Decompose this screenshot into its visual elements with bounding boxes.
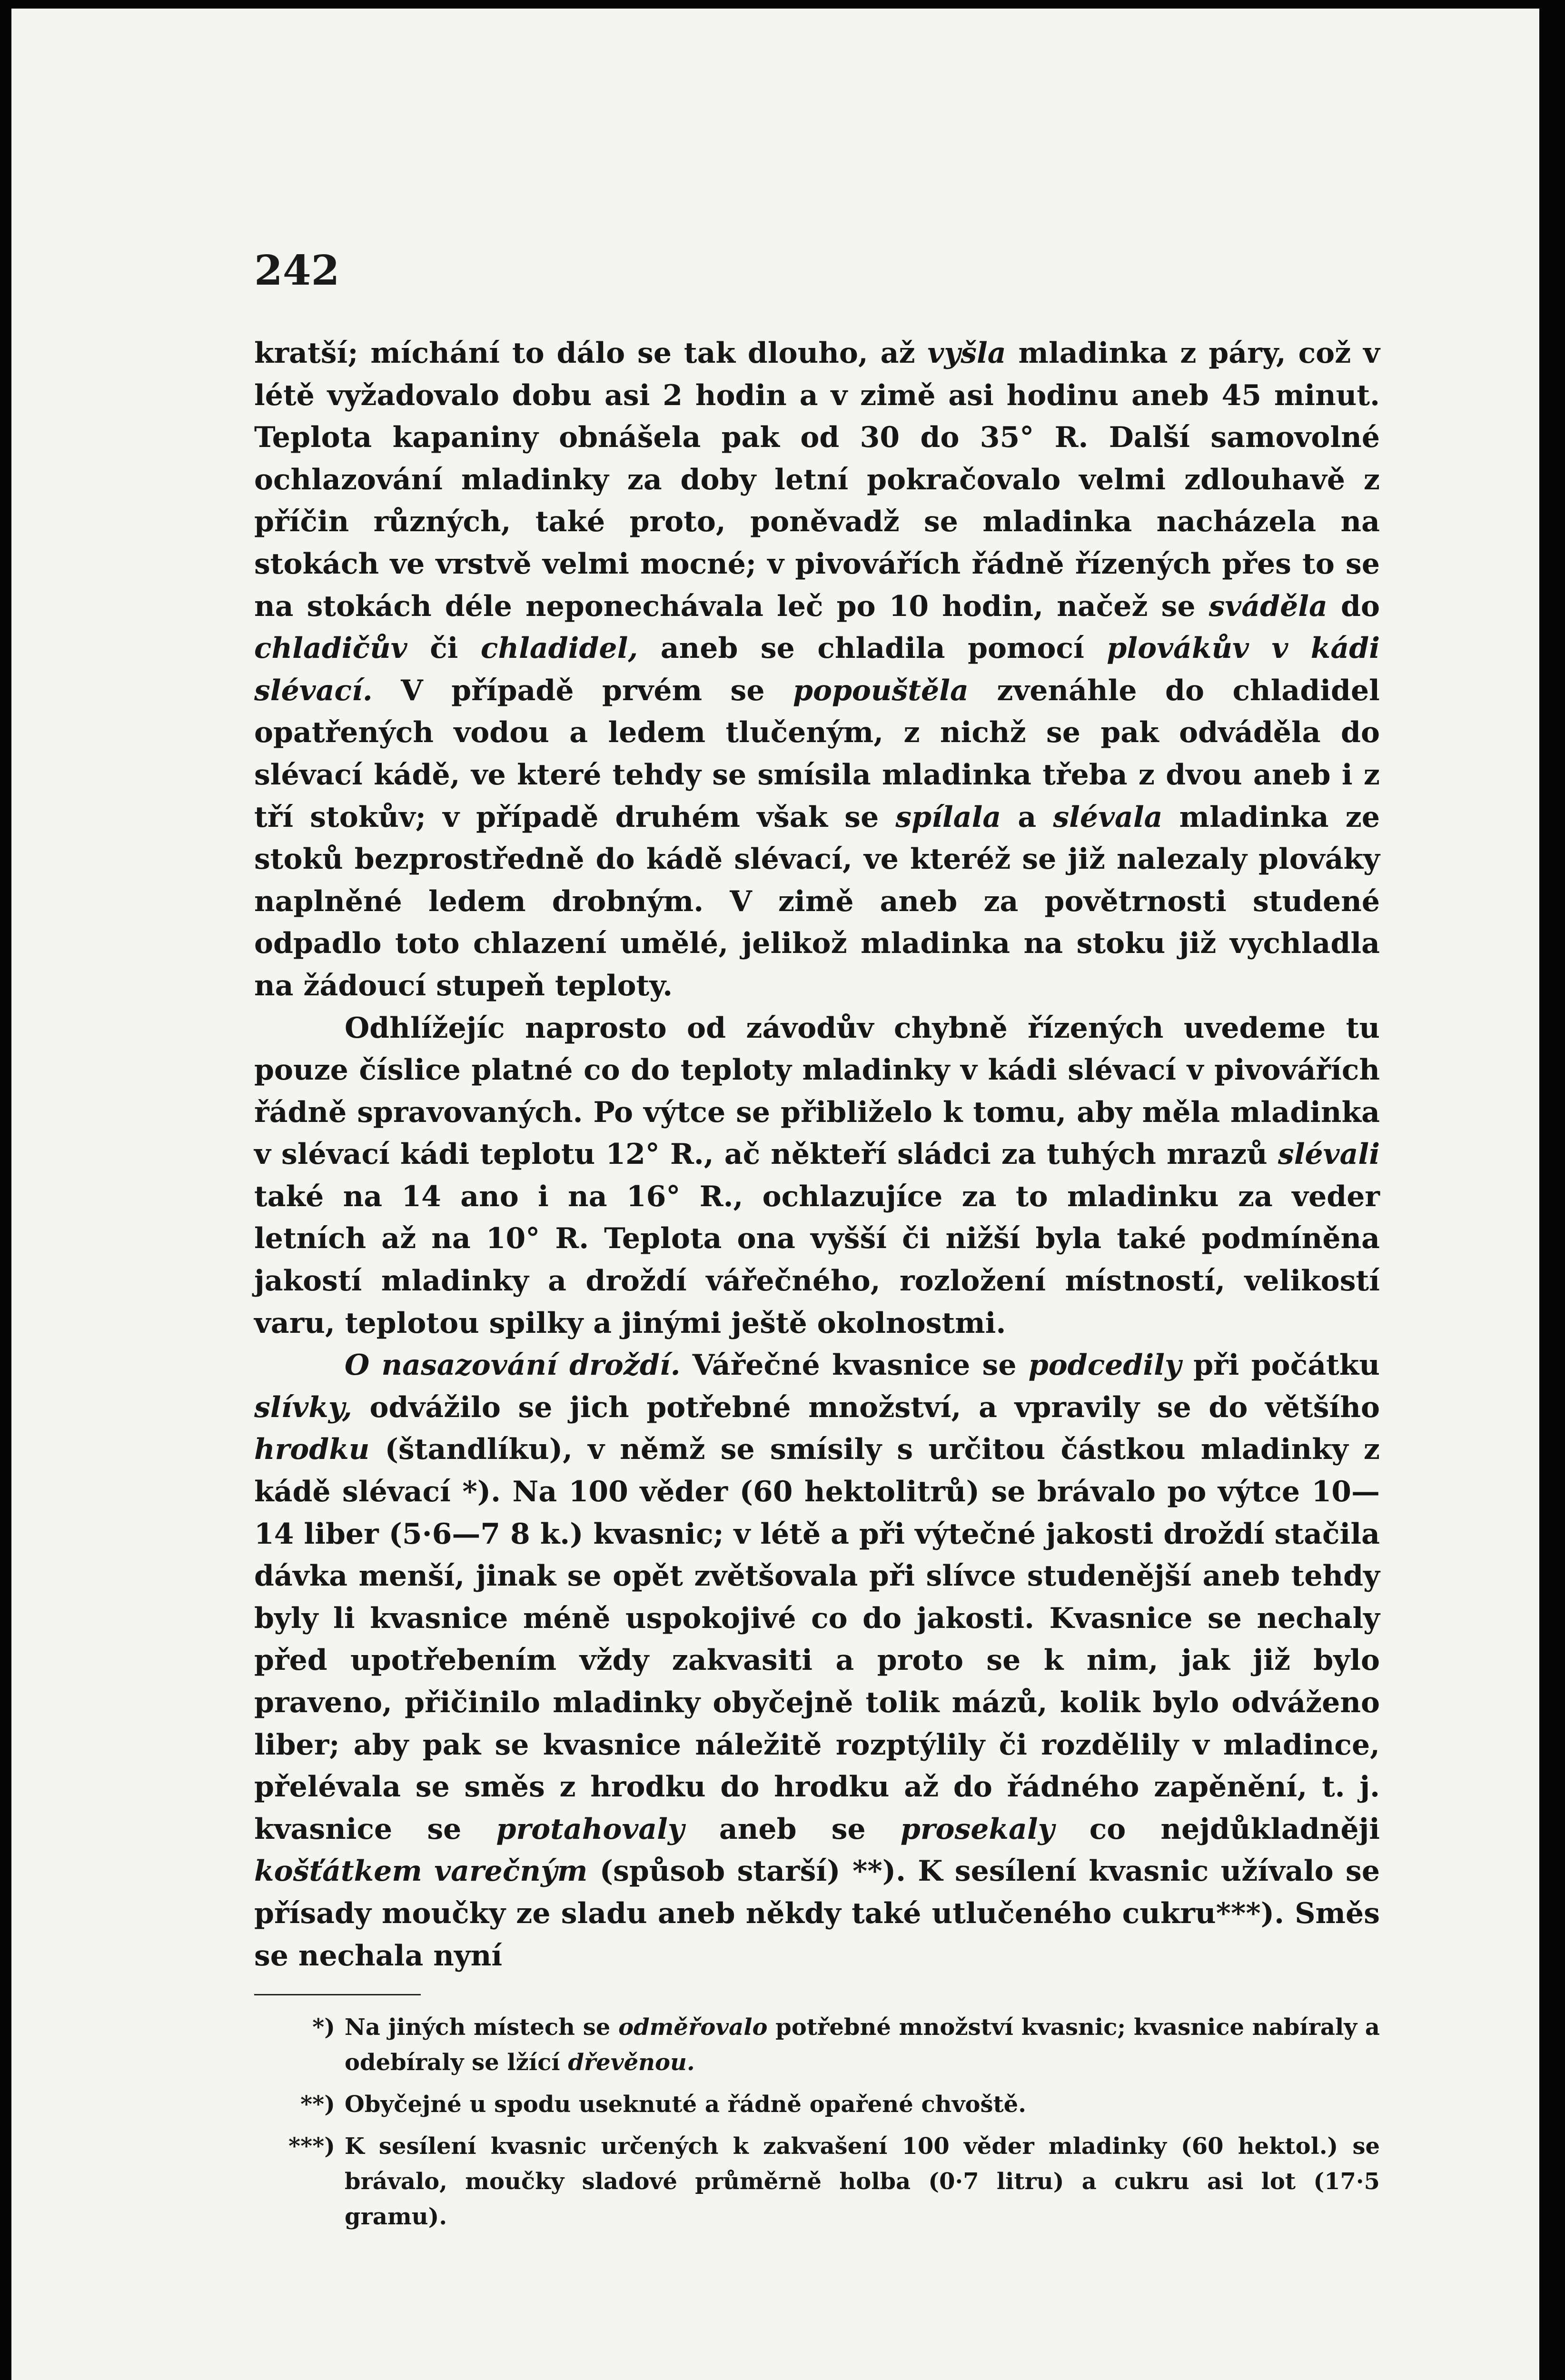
text-area: [254, 332, 1380, 2241]
italic-term: protahovaly: [496, 1812, 684, 1846]
italic-term: chladičův: [254, 632, 407, 665]
text-run: co nejdůkladněji: [1054, 1812, 1380, 1846]
text-run: Odhlížejíc naprosto od závodův chybně řízených uvedeme tu pouze číslice platné co do teploty mladinky v kádi slévací v pivovářích řádně spravovaných. Po výtce se přibliželo k tomu, aby měla mladinka v slévací kádi teplotu 12° R., ač někteří sládci za tuhých mrazů: [254, 1011, 1380, 1171]
text-run: potřebné množství kvasnic; kvasnice nabíraly a odebíraly se lžící: [345, 2014, 1380, 2076]
paragraph: [254, 1344, 1380, 1977]
italic-term: popouštěla: [792, 674, 969, 707]
footnote-text: [345, 2087, 1380, 2122]
text-run: kratší; míchání to dálo se tak dlouho, až: [254, 337, 928, 370]
footnote-text: [345, 2010, 1380, 2080]
text-run: při počátku: [1181, 1349, 1380, 1382]
footnote: [254, 2129, 1380, 2234]
text-run: K sesílení kvasnic určených k zakvašení 100 věder mladinky (60 hektol.) se brávalo, moučky sladové průměrně holba (0·7 litru) a cukru asi lot (17·5 gramu).: [345, 2133, 1380, 2231]
book-page: [11, 9, 1539, 2380]
text-run: Obyčejné u spodu useknuté a řádně opařené chvoště.: [345, 2091, 1026, 2118]
paragraph: [254, 1007, 1380, 1345]
italic-term: podcedily: [1028, 1349, 1181, 1382]
text-run: zvenáhle do chladidel opatřených vodou a ledem tlučeným, z nichž se pak odváděla do slévací kádě, ve které tehdy se smísila mladinka třeba z dvou aneb i z tří stokův; v případě druhém však se: [254, 674, 1380, 834]
italic-term: O nasazování droždí.: [345, 1349, 681, 1382]
footnote: [254, 2010, 1380, 2080]
footnote-mark: *): [312, 2014, 335, 2041]
text-run: mladinka z páry, což v létě vyžadovalo dobu asi 2 hodin a v zimě asi hodinu aneb 45 minut. Teplota kapaniny obnášela pak od 30 do 35° R. Další samovolné ochlazování mladinky za doby letní pokračovalo velmi zdlouhavě z příčin různých, také proto, poněvadž se mladinka nacházela na stokách ve vrstvě velmi mocné; v pivovářích řádně řízených přes to se na stokách déle neponechávala leč po 10 hodin, načež se: [254, 337, 1380, 623]
text-run: (spůsob starší) **). K sesílení kvasnic užívalo se přísady moučky ze sladu aneb někdy také utlučeného cukru***). Směs se nechala nyní: [254, 1854, 1380, 1973]
italic-term: plovákův v kádi slévací.: [254, 632, 1380, 707]
text-run: a: [1001, 800, 1053, 834]
paragraph: [254, 332, 1380, 1007]
footnote-mark: **): [300, 2091, 335, 2118]
footnote-separator: [254, 1994, 421, 1995]
italic-term: spílala: [895, 800, 1001, 834]
page-number: 242: [254, 247, 340, 295]
footnotes: [254, 2010, 1380, 2234]
body-text: [254, 332, 1380, 1977]
text-run: odvážilo se jich potřebné množství, a vpravily se do většího: [352, 1390, 1380, 1424]
text-run: (štandlíku), v němž se smísily s určitou částkou mladinky z kádě slévací *). Na 100 věder (60 hektolitrů) se brávalo po výtce 10—14 liber (5·6—7 8 k.) kvasnic; v létě a při výtečné jakosti droždí stačila dávka menší, jinak se opět zvětšovala při slívce studenější aneb tehdy byly li kvasnice méně uspokojivé co do jakosti. Kvasnice se nechaly před upotřebením vždy zakvasiti a proto se k nim, jak již bylo praveno, přičinilo mladinky obyčejně tolik mázů, kolik bylo odváženo liber; aby pak se kvasnice náležitě rozptýlily či rozdělily v mladince, přelévala se směs z hrodku do hrodku až do řádného zapěnění, t. j. kvasnice se: [254, 1433, 1380, 1846]
italic-term: vyšla: [927, 337, 1006, 370]
italic-term: slívky,: [254, 1390, 352, 1424]
italic-term: prosekaly: [900, 1812, 1055, 1846]
text-run: Na jiných místech se: [345, 2014, 619, 2041]
italic-term: hrodku: [254, 1433, 370, 1467]
italic-term: chladidel,: [480, 632, 638, 665]
text-run: Vářečné kvasnice se: [680, 1349, 1029, 1382]
text-run: či: [407, 632, 481, 665]
italic-term: sváděla: [1208, 589, 1327, 623]
footnote: [254, 2087, 1380, 2122]
text-run: V případě prvém se: [372, 674, 793, 707]
text-run: aneb se chladila pomocí: [638, 632, 1107, 665]
italic-term: dřevěnou.: [568, 2049, 695, 2076]
text-run: do: [1327, 589, 1380, 623]
italic-term: odměřovalo: [618, 2014, 768, 2041]
italic-term: košťátkem varečným: [254, 1854, 588, 1888]
text-run: také na 14 ano i na 16° R., ochlazujíce za to mladinku za veder letních až na 10° R. Teplota ona vyšší či nižší byla také podmíněna jakostí mladinky a droždí vářečného, rozložení místností, velikostí varu, teplotou spilky a jinými ještě okolnostmi.: [254, 1180, 1380, 1340]
text-run: mladinka ze stoků bezprostředně do kádě slévací, ve kteréž se již nalezaly plováky naplněné ledem drobným. V zimě aneb za povětrnosti studené odpadlo toto chlazení umělé, jelikož mladinka na stoku již vychladla na žádoucí stupeň teploty.: [254, 800, 1380, 1002]
italic-term: slévala: [1053, 800, 1163, 834]
italic-term: slévali: [1278, 1138, 1380, 1171]
text-run: aneb se: [684, 1812, 901, 1846]
footnote-text: [345, 2129, 1380, 2234]
footnote-mark: ***): [288, 2133, 335, 2160]
